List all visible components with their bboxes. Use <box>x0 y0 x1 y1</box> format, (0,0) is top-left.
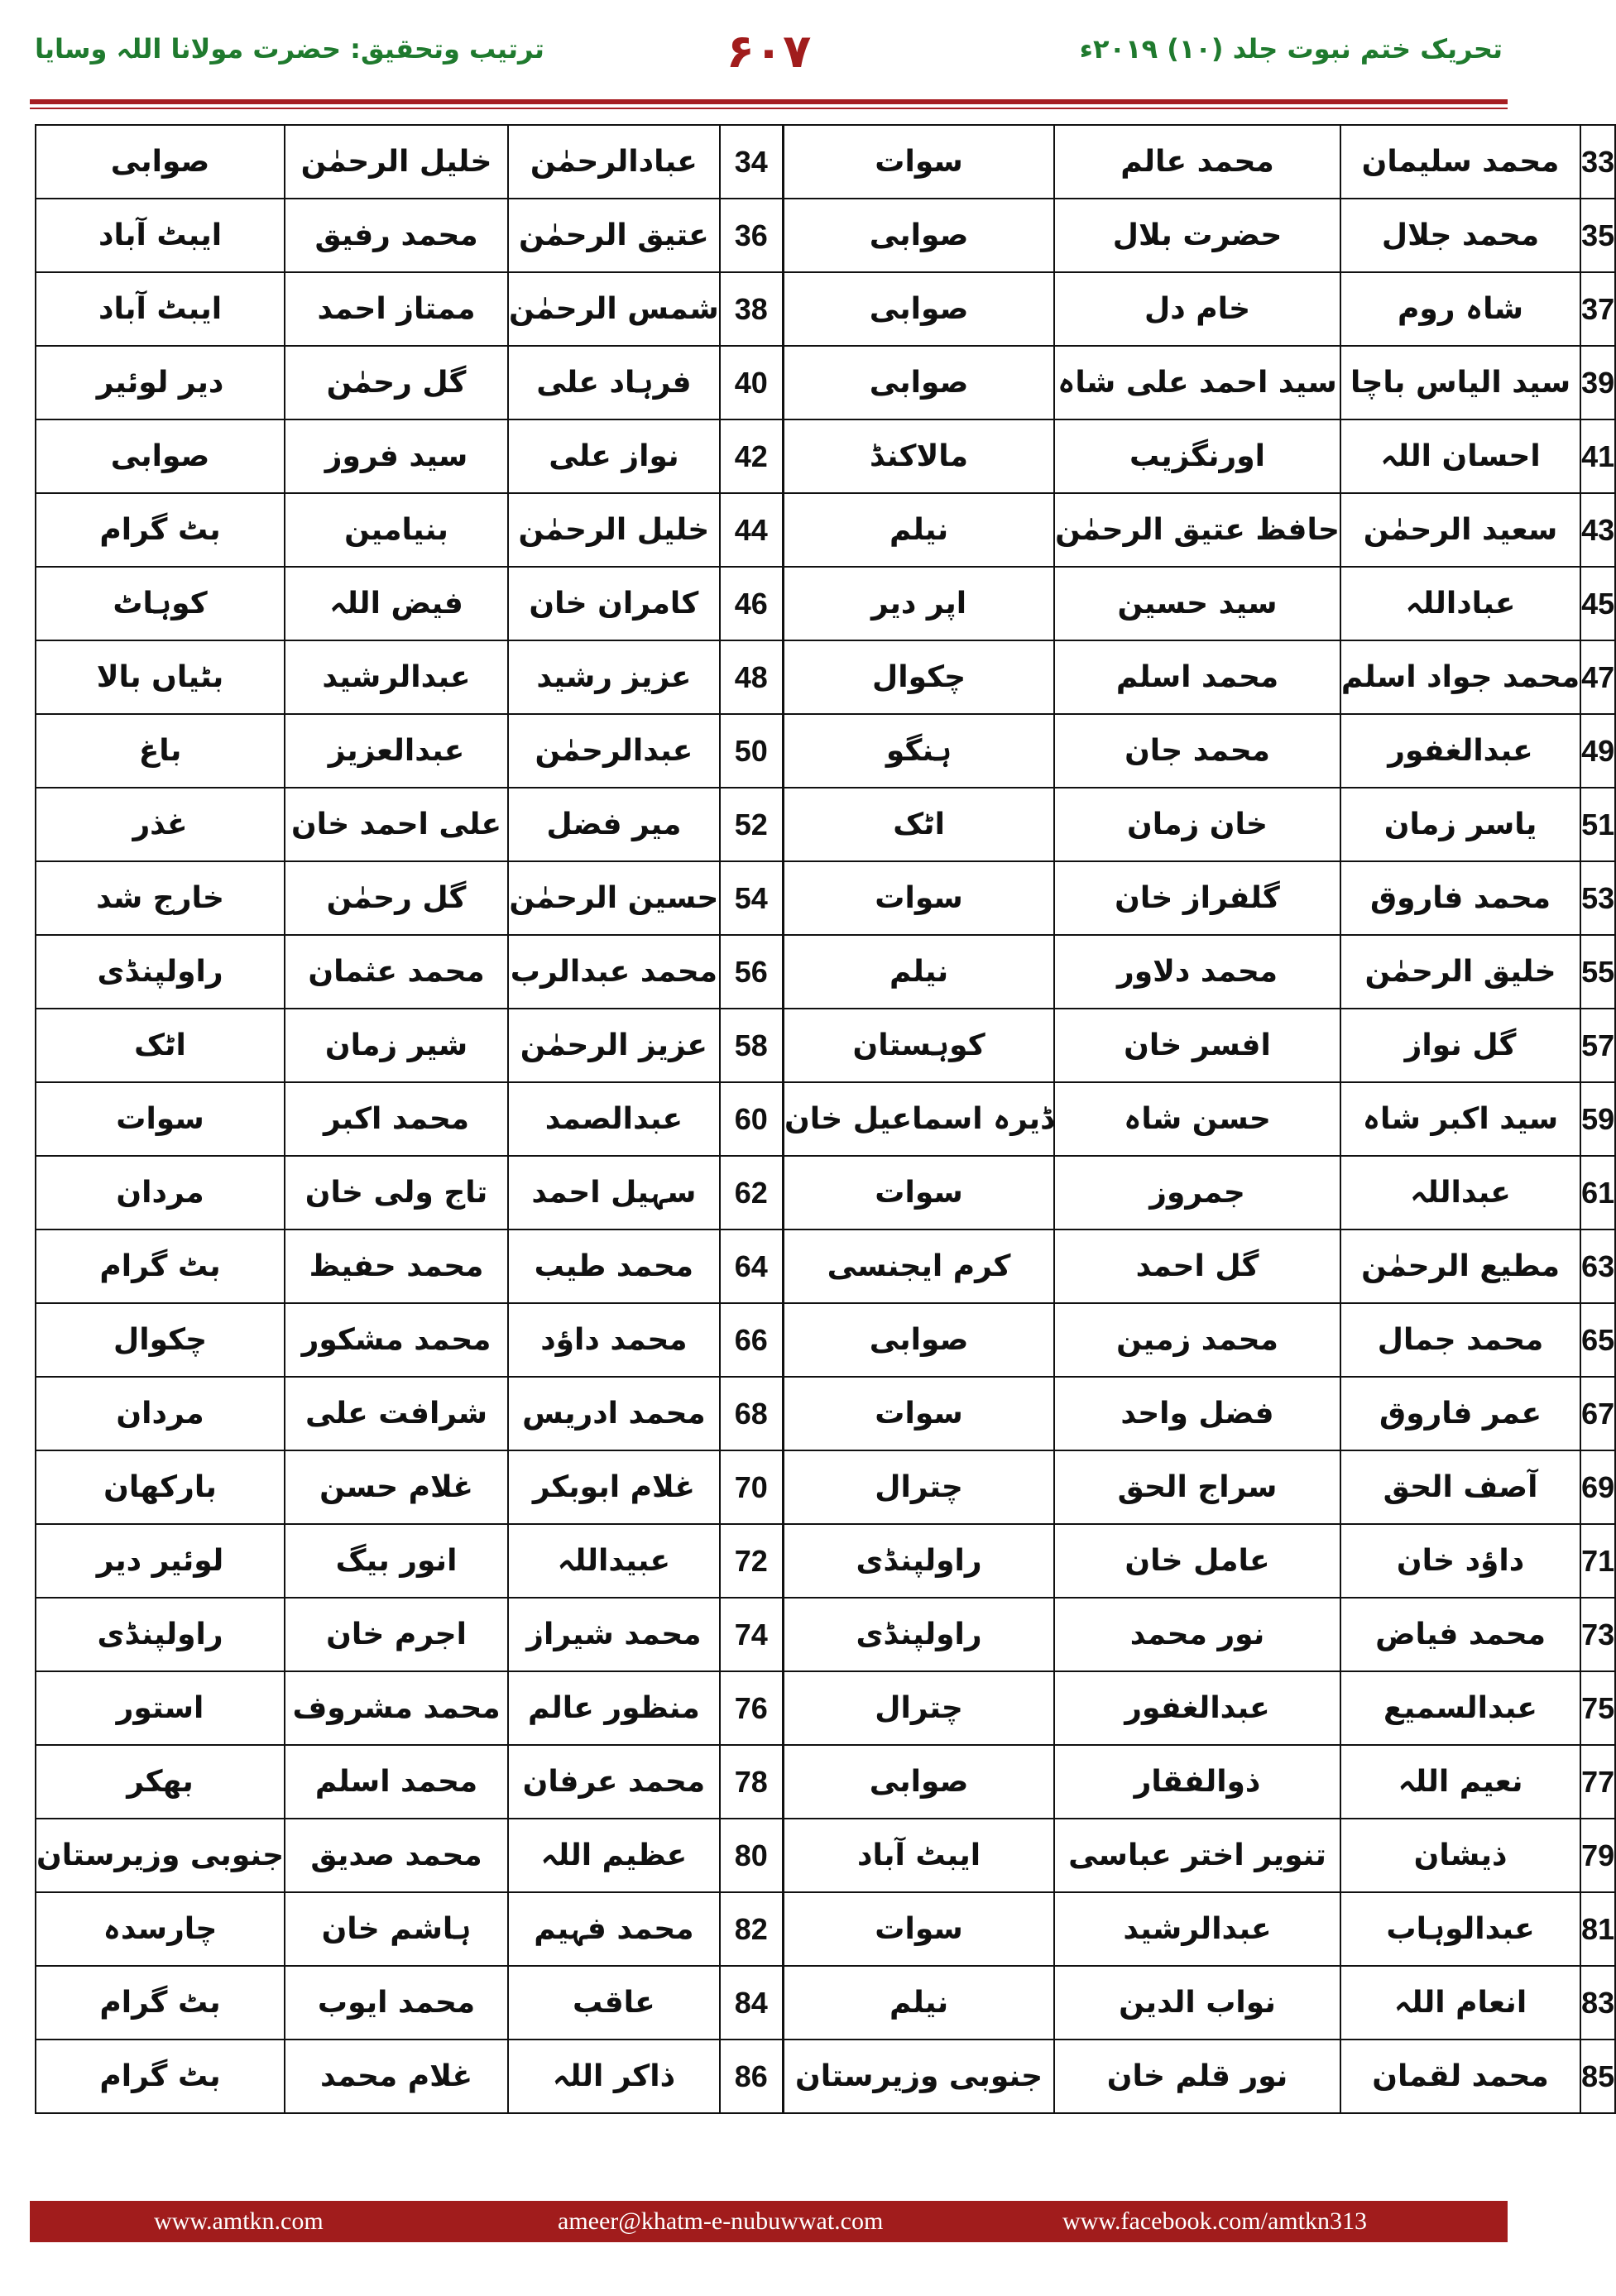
place-name: سوات <box>784 861 1054 935</box>
entry-number: 45 <box>1580 567 1615 640</box>
entry-number: 76 <box>720 1671 783 1745</box>
place-name: کوہاٹ <box>36 567 285 640</box>
place-name: سوات <box>784 1892 1054 1966</box>
table-row <box>36 1892 783 1966</box>
place-name: چترال <box>784 1450 1054 1524</box>
father-name: علی احمد خان <box>285 788 508 861</box>
table-row <box>36 714 783 788</box>
table-row <box>784 1598 1615 1671</box>
father-name: محمد عثمان <box>285 935 508 1009</box>
entry-number: 84 <box>720 1966 783 2040</box>
father-name: فیض اللہ <box>285 567 508 640</box>
place-name: بٹ گرام <box>36 1966 285 2040</box>
entry-number: 65 <box>1580 1303 1615 1377</box>
father-name: اجرم خان <box>285 1598 508 1671</box>
student-name: عبدالصمد <box>508 1082 720 1156</box>
entry-number: 39 <box>1580 346 1615 419</box>
place-name: چکوال <box>36 1303 285 1377</box>
place-name: مردان <box>36 1377 285 1450</box>
entry-number: 78 <box>720 1745 783 1819</box>
table-row <box>36 1966 783 2040</box>
place-name: صوابی <box>784 1303 1054 1377</box>
place-name: جنوبی وزیرستان <box>36 1819 285 1892</box>
place-name: نیلم <box>784 493 1054 567</box>
place-name: ڈیرہ اسماعیل خان <box>784 1082 1054 1156</box>
student-name: عباداللہ <box>1340 567 1580 640</box>
place-name: صوابی <box>784 199 1054 272</box>
father-name: خام دل <box>1054 272 1340 346</box>
entry-number: 75 <box>1580 1671 1615 1745</box>
student-name: مطیع الرحمٰن <box>1340 1229 1580 1303</box>
table-row <box>36 567 783 640</box>
father-name: انور بیگ <box>285 1524 508 1598</box>
student-name: محمد فیاض <box>1340 1598 1580 1671</box>
father-name: ہاشم خان <box>285 1892 508 1966</box>
table-row <box>784 935 1615 1009</box>
place-name: استور <box>36 1671 285 1745</box>
place-name: بٹ گرام <box>36 1229 285 1303</box>
place-name: چکوال <box>784 640 1054 714</box>
student-name: محمد جواد اسلم <box>1340 640 1580 714</box>
entry-number: 64 <box>720 1229 783 1303</box>
table-row <box>784 788 1615 861</box>
table-row <box>784 1450 1615 1524</box>
father-name: ممتاز احمد <box>285 272 508 346</box>
father-name: عبدالغفور <box>1054 1671 1340 1745</box>
table-row <box>784 1671 1615 1745</box>
table-row <box>784 1377 1615 1450</box>
table-row <box>784 1229 1615 1303</box>
father-name: حسن شاہ <box>1054 1082 1340 1156</box>
entry-number: 47 <box>1580 640 1615 714</box>
entry-number: 74 <box>720 1598 783 1671</box>
table-row <box>784 346 1615 419</box>
student-name: محمد شیراز <box>508 1598 720 1671</box>
student-name: گل نواز <box>1340 1009 1580 1082</box>
place-name: لوئیر دیر <box>36 1524 285 1598</box>
student-name: خلیق الرحمٰن <box>1340 935 1580 1009</box>
place-name: سوات <box>784 1377 1054 1450</box>
place-name: سوات <box>36 1082 285 1156</box>
entry-number: 60 <box>720 1082 783 1156</box>
table-row <box>36 861 783 935</box>
student-name: سعید الرحمٰن <box>1340 493 1580 567</box>
entry-number: 82 <box>720 1892 783 1966</box>
father-name: حضرت بلال <box>1054 199 1340 272</box>
student-name: منظور عالم <box>508 1671 720 1745</box>
father-name: گل احمد <box>1054 1229 1340 1303</box>
father-name: محمد اسلم <box>1054 640 1340 714</box>
student-name: عزیز الرحمٰن <box>508 1009 720 1082</box>
footer-website-link[interactable]: www.amtkn.com <box>154 2207 324 2235</box>
entry-number: 77 <box>1580 1745 1615 1819</box>
table-row <box>36 125 783 199</box>
table-row <box>36 346 783 419</box>
entry-number: 57 <box>1580 1009 1615 1082</box>
table-row <box>36 1229 783 1303</box>
entry-number: 49 <box>1580 714 1615 788</box>
entry-number: 61 <box>1580 1156 1615 1229</box>
father-name: بنیامین <box>285 493 508 567</box>
father-name: محمد صدیق <box>285 1819 508 1892</box>
entry-number: 83 <box>1580 1966 1615 2040</box>
entry-number: 43 <box>1580 493 1615 567</box>
table-row <box>784 419 1615 493</box>
entry-number: 37 <box>1580 272 1615 346</box>
place-name: نیلم <box>784 935 1054 1009</box>
father-name: محمد رفیق <box>285 199 508 272</box>
page-number: ۶۰۷ <box>726 25 812 79</box>
father-name: تنویر اختر عباسی <box>1054 1819 1340 1892</box>
header-compiler: ترتیب وتحقیق: حضرت مولانا اللہ وسایا <box>35 33 544 65</box>
place-name: کوہستان <box>784 1009 1054 1082</box>
table-row <box>36 640 783 714</box>
entry-number: 41 <box>1580 419 1615 493</box>
entry-number: 85 <box>1580 2040 1615 2113</box>
place-name: چترال <box>784 1671 1054 1745</box>
father-name: سراج الحق <box>1054 1450 1340 1524</box>
table-row <box>784 1082 1615 1156</box>
student-name: احسان اللہ <box>1340 419 1580 493</box>
table-row <box>36 788 783 861</box>
place-name: دیر لوئیر <box>36 346 285 419</box>
table-row <box>784 1524 1615 1598</box>
father-name: محمد مشروف <box>285 1671 508 1745</box>
father-name: خان زمان <box>1054 788 1340 861</box>
table-row <box>784 272 1615 346</box>
table-row <box>36 1082 783 1156</box>
table-row <box>784 640 1615 714</box>
table-row <box>784 1892 1615 1966</box>
footer-email-link[interactable]: ameer@khatm-e-nubuwwat.com <box>558 2207 884 2235</box>
father-name: عامل خان <box>1054 1524 1340 1598</box>
table-row <box>784 2040 1615 2113</box>
entry-number: 80 <box>720 1819 783 1892</box>
header-rule-thin <box>30 108 1508 109</box>
table-row <box>784 1303 1615 1377</box>
student-name: آصف الحق <box>1340 1450 1580 1524</box>
table-row <box>784 199 1615 272</box>
student-name: محمد جلال <box>1340 199 1580 272</box>
table-row <box>36 2040 783 2113</box>
entry-number: 52 <box>720 788 783 861</box>
table-row <box>36 419 783 493</box>
place-name: بٹیاں بالا <box>36 640 285 714</box>
table-row <box>784 1819 1615 1892</box>
page-footer <box>30 2201 1508 2242</box>
father-name: جمروز <box>1054 1156 1340 1229</box>
place-name: راولپنڈی <box>784 1524 1054 1598</box>
father-name: محمد عالم <box>1054 125 1340 199</box>
entry-number: 35 <box>1580 199 1615 272</box>
father-name: محمد دلاور <box>1054 935 1340 1009</box>
entry-number: 63 <box>1580 1229 1615 1303</box>
father-name: نور قلم خان <box>1054 2040 1340 2113</box>
student-name: عبدالرحمٰن <box>508 714 720 788</box>
place-name: بٹ گرام <box>36 493 285 567</box>
table-row <box>784 1156 1615 1229</box>
table-row <box>36 1377 783 1450</box>
header-rule <box>30 99 1508 104</box>
place-name: کرم ایجنسی <box>784 1229 1054 1303</box>
father-name: سید فروز <box>285 419 508 493</box>
entry-number: 34 <box>720 125 783 199</box>
student-name: سید اکبر شاہ <box>1340 1082 1580 1156</box>
entry-number: 38 <box>720 272 783 346</box>
place-name: غذر <box>36 788 285 861</box>
father-name: گلفراز خان <box>1054 861 1340 935</box>
table-row <box>784 493 1615 567</box>
father-name: عبدالرشید <box>1054 1892 1340 1966</box>
entry-number: 50 <box>720 714 783 788</box>
student-name: عظیم اللہ <box>508 1819 720 1892</box>
father-name: سید حسین <box>1054 567 1340 640</box>
entry-number: 86 <box>720 2040 783 2113</box>
table-row <box>36 1450 783 1524</box>
student-name: حسین الرحمٰن <box>508 861 720 935</box>
father-name: غلام محمد <box>285 2040 508 2113</box>
entry-number: 48 <box>720 640 783 714</box>
entry-number: 71 <box>1580 1524 1615 1598</box>
student-name: عبیداللہ <box>508 1524 720 1598</box>
entry-number: 36 <box>720 199 783 272</box>
table-row <box>36 1671 783 1745</box>
student-name: سہیل احمد <box>508 1156 720 1229</box>
student-name: شاہ روم <box>1340 272 1580 346</box>
place-name: صوابی <box>36 125 285 199</box>
table-right <box>783 124 1616 2114</box>
table-row <box>36 1524 783 1598</box>
place-name: راولپنڈی <box>36 1598 285 1671</box>
father-name: غلام حسن <box>285 1450 508 1524</box>
table-row <box>36 1745 783 1819</box>
table-row <box>36 199 783 272</box>
place-name: صوابی <box>36 419 285 493</box>
entry-number: 79 <box>1580 1819 1615 1892</box>
father-name: نواب الدین <box>1054 1966 1340 2040</box>
student-name: محمد عرفان <box>508 1745 720 1819</box>
student-name: فرہاد علی <box>508 346 720 419</box>
father-name: محمد جان <box>1054 714 1340 788</box>
place-name: صوابی <box>784 1745 1054 1819</box>
header-book-title: تحریک ختم نبوت جلد (۱۰) ۲۰۱۹ء <box>1079 33 1503 65</box>
father-name: محمد زمین <box>1054 1303 1340 1377</box>
student-name: غلام ابوبکر <box>508 1450 720 1524</box>
student-name: عبدالسمیع <box>1340 1671 1580 1745</box>
place-name: نیلم <box>784 1966 1054 2040</box>
father-name: گل رحمٰن <box>285 346 508 419</box>
table-row <box>36 1156 783 1229</box>
student-name: عبادالرحمٰن <box>508 125 720 199</box>
student-name: محمد عبدالرب <box>508 935 720 1009</box>
place-name: خارج شد <box>36 861 285 935</box>
entry-number: 55 <box>1580 935 1615 1009</box>
entry-number: 59 <box>1580 1082 1615 1156</box>
table-row <box>36 1598 783 1671</box>
place-name: مردان <box>36 1156 285 1229</box>
student-name: عمر فاروق <box>1340 1377 1580 1450</box>
student-name: عزیز رشید <box>508 640 720 714</box>
student-name: محمد لقمان <box>1340 2040 1580 2113</box>
student-name: محمد ادریس <box>508 1377 720 1450</box>
student-name: نعیم اللہ <box>1340 1745 1580 1819</box>
student-name: نواز علی <box>508 419 720 493</box>
entry-number: 54 <box>720 861 783 935</box>
student-name: ذاکر اللہ <box>508 2040 720 2113</box>
entry-number: 67 <box>1580 1377 1615 1450</box>
father-name: محمد حفیظ <box>285 1229 508 1303</box>
table-row <box>784 1009 1615 1082</box>
student-name: محمد فاروق <box>1340 861 1580 935</box>
table-row <box>784 1966 1615 2040</box>
father-name: افسر خان <box>1054 1009 1340 1082</box>
entry-number: 66 <box>720 1303 783 1377</box>
entry-number: 42 <box>720 419 783 493</box>
place-name: ایبٹ آباد <box>36 199 285 272</box>
place-name: راولپنڈی <box>36 935 285 1009</box>
father-name: محمد اسلم <box>285 1745 508 1819</box>
father-name: شیر زمان <box>285 1009 508 1082</box>
place-name: اٹک <box>784 788 1054 861</box>
table-row <box>36 935 783 1009</box>
entry-number: 69 <box>1580 1450 1615 1524</box>
father-name: نور محمد <box>1054 1598 1340 1671</box>
student-name: سید الیاس باچا <box>1340 346 1580 419</box>
student-name: محمد فہیم <box>508 1892 720 1966</box>
place-name: بھکر <box>36 1745 285 1819</box>
place-name: ہنگو <box>784 714 1054 788</box>
student-name: انعام اللہ <box>1340 1966 1580 2040</box>
father-name: محمد ایوب <box>285 1966 508 2040</box>
student-name: عبداللہ <box>1340 1156 1580 1229</box>
table-left <box>35 124 784 2114</box>
father-name: عبدالعزیز <box>285 714 508 788</box>
table-row <box>36 272 783 346</box>
entry-number: 46 <box>720 567 783 640</box>
place-name: راولپنڈی <box>784 1598 1054 1671</box>
father-name: حافظ عتیق الرحمٰن <box>1054 493 1340 567</box>
entry-number: 56 <box>720 935 783 1009</box>
entry-number: 70 <box>720 1450 783 1524</box>
table-row <box>784 567 1615 640</box>
entry-number: 44 <box>720 493 783 567</box>
table-row <box>784 861 1615 935</box>
table-row <box>784 125 1615 199</box>
table-row <box>36 493 783 567</box>
place-name: چارسدہ <box>36 1892 285 1966</box>
student-name: عتیق الرحمٰن <box>508 199 720 272</box>
place-name: ایبٹ آباد <box>36 272 285 346</box>
entry-number: 72 <box>720 1524 783 1598</box>
entry-number: 62 <box>720 1156 783 1229</box>
entry-number: 58 <box>720 1009 783 1082</box>
place-name: بارکھان <box>36 1450 285 1524</box>
place-name: اٹک <box>36 1009 285 1082</box>
entry-number: 81 <box>1580 1892 1615 1966</box>
footer-facebook-link[interactable]: www.facebook.com/amtkn313 <box>1062 2207 1367 2235</box>
table-row <box>36 1303 783 1377</box>
student-name: محمد جمال <box>1340 1303 1580 1377</box>
place-name: مالاکنڈ <box>784 419 1054 493</box>
father-name: گل رحمٰن <box>285 861 508 935</box>
student-name: میر فضل <box>508 788 720 861</box>
entry-number: 51 <box>1580 788 1615 861</box>
father-name: محمد اکبر <box>285 1082 508 1156</box>
entry-number: 73 <box>1580 1598 1615 1671</box>
father-name: شرافت علی <box>285 1377 508 1450</box>
student-name: محمد داؤد <box>508 1303 720 1377</box>
father-name: اورنگزیب <box>1054 419 1340 493</box>
father-name: ذوالفقار <box>1054 1745 1340 1819</box>
table-row <box>784 714 1615 788</box>
place-name: صوابی <box>784 272 1054 346</box>
place-name: سوات <box>784 125 1054 199</box>
father-name: سید احمد علی شاہ <box>1054 346 1340 419</box>
student-name: عبدالغفور <box>1340 714 1580 788</box>
father-name: تاج ولی خان <box>285 1156 508 1229</box>
place-name: ایبٹ آباد <box>784 1819 1054 1892</box>
student-name: خلیل الرحمٰن <box>508 493 720 567</box>
place-name: سوات <box>784 1156 1054 1229</box>
student-name: عبدالوہاب <box>1340 1892 1580 1966</box>
father-name: محمد مشکور <box>285 1303 508 1377</box>
table-row <box>784 1745 1615 1819</box>
place-name: اپر دیر <box>784 567 1054 640</box>
student-name: محمد طیب <box>508 1229 720 1303</box>
student-name: عاقب <box>508 1966 720 2040</box>
entry-number: 68 <box>720 1377 783 1450</box>
student-name: یاسر زمان <box>1340 788 1580 861</box>
place-name: باغ <box>36 714 285 788</box>
table-row <box>36 1009 783 1082</box>
father-name: فضل واحد <box>1054 1377 1340 1450</box>
place-name: بٹ گرام <box>36 2040 285 2113</box>
father-name: خلیل الرحمٰن <box>285 125 508 199</box>
place-name: صوابی <box>784 346 1054 419</box>
page-header <box>0 25 1537 83</box>
student-name: محمد سلیمان <box>1340 125 1580 199</box>
entry-number: 40 <box>720 346 783 419</box>
student-name: کامران خان <box>508 567 720 640</box>
place-name: جنوبی وزیرستان <box>784 2040 1054 2113</box>
father-name: عبدالرشید <box>285 640 508 714</box>
student-name: شمس الرحمٰن <box>508 272 720 346</box>
entry-number: 33 <box>1580 125 1615 199</box>
student-name: ذیشان <box>1340 1819 1580 1892</box>
entry-number: 53 <box>1580 861 1615 935</box>
student-name: داؤد خان <box>1340 1524 1580 1598</box>
table-row <box>36 1819 783 1892</box>
